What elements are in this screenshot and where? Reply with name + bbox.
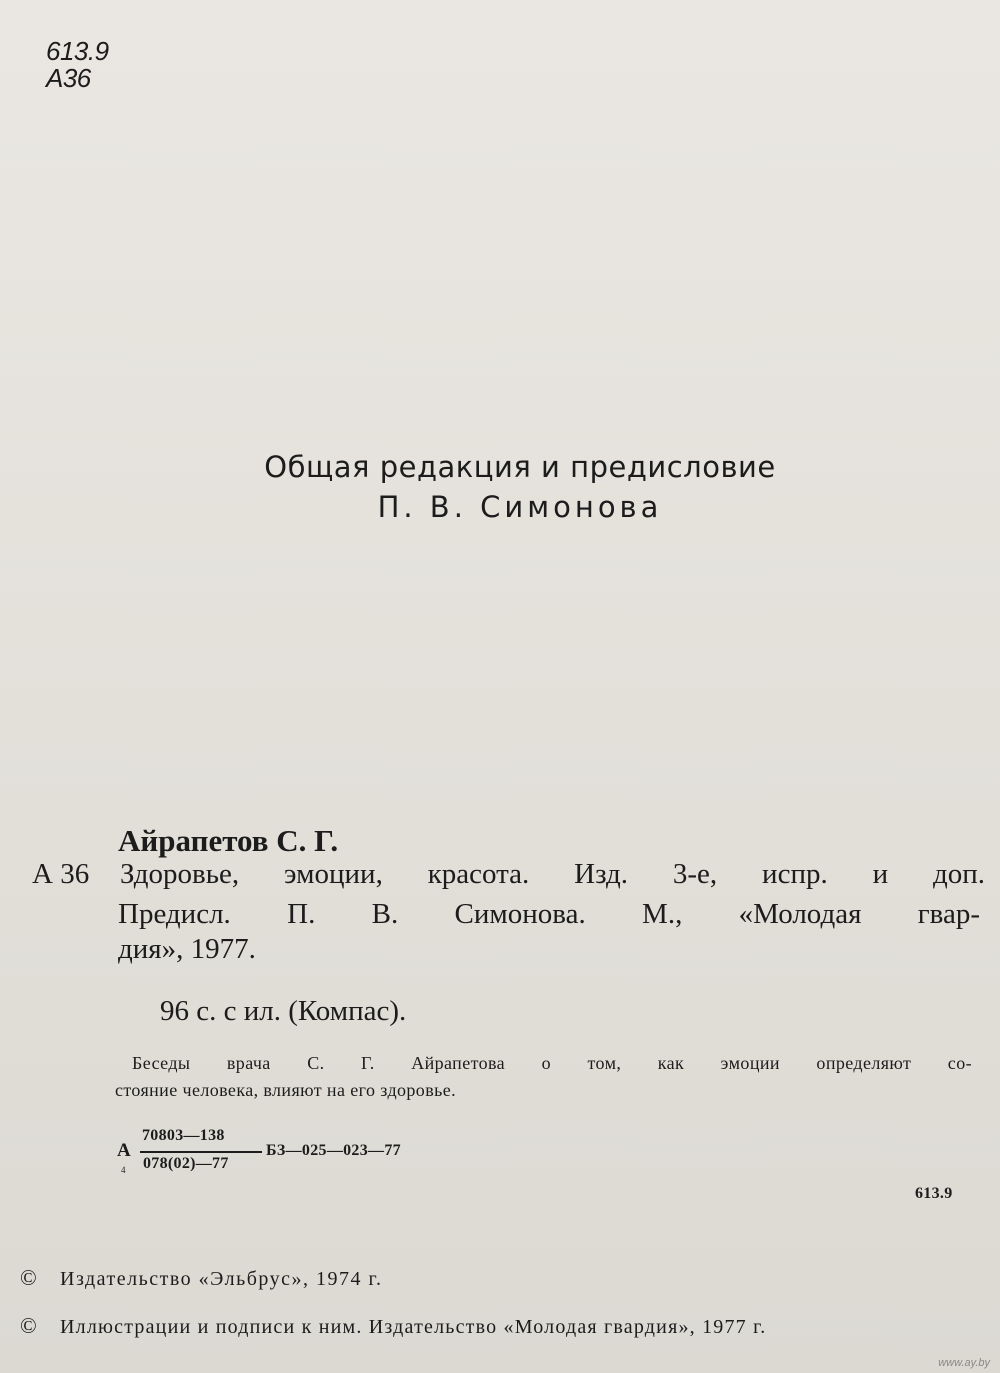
card-annotation-line: Беседы врача С. Г. Айрапетова о том, как эмоции определяют со- xyxy=(132,1053,972,1073)
index-numerator: 70803—138 xyxy=(142,1127,225,1144)
card-pages: 96 с. с ил. (Компас). xyxy=(160,995,407,1027)
classification-author-mark: А36 xyxy=(46,63,91,93)
card-preface-line: Предисл. П. В. Симонова. М., «Молодая гвар- xyxy=(118,898,980,930)
index-code: БЗ—025—023—77 xyxy=(266,1142,401,1159)
editor-name: П. В. Симонова xyxy=(377,490,663,524)
watermark: www.ay.by xyxy=(938,1357,990,1369)
editor-credit-line: Общая редакция и предисловие xyxy=(264,450,776,484)
classification-code: 613.9 xyxy=(46,36,109,66)
copyright-icon: © xyxy=(20,1265,37,1290)
index-letter: А xyxy=(117,1140,131,1161)
udc-code: 613.9 xyxy=(915,1185,953,1202)
copyright-icon: © xyxy=(20,1313,37,1338)
card-title-line: Здоровье, эмоции, красота. Изд. 3-е, испр. и доп. xyxy=(120,858,985,890)
fraction-bar xyxy=(140,1151,262,1153)
index-subscript: 4 xyxy=(121,1165,126,1175)
card-annotation-line: стояние человека, влияют на его здоровье. xyxy=(115,1080,456,1100)
card-author: Айрапетов С. Г. xyxy=(118,823,339,858)
copyright-line: Издательство «Эльбрус», 1974 г. xyxy=(60,1268,383,1290)
card-year-line: дия», 1977. xyxy=(118,933,256,965)
index-denominator: 078(02)—77 xyxy=(143,1155,229,1172)
card-author-mark: А 36 xyxy=(32,858,90,890)
copyright-line: Иллюстрации и подписи к ним. Издательство «Молодая гвардия», 1977 г. xyxy=(60,1316,767,1338)
